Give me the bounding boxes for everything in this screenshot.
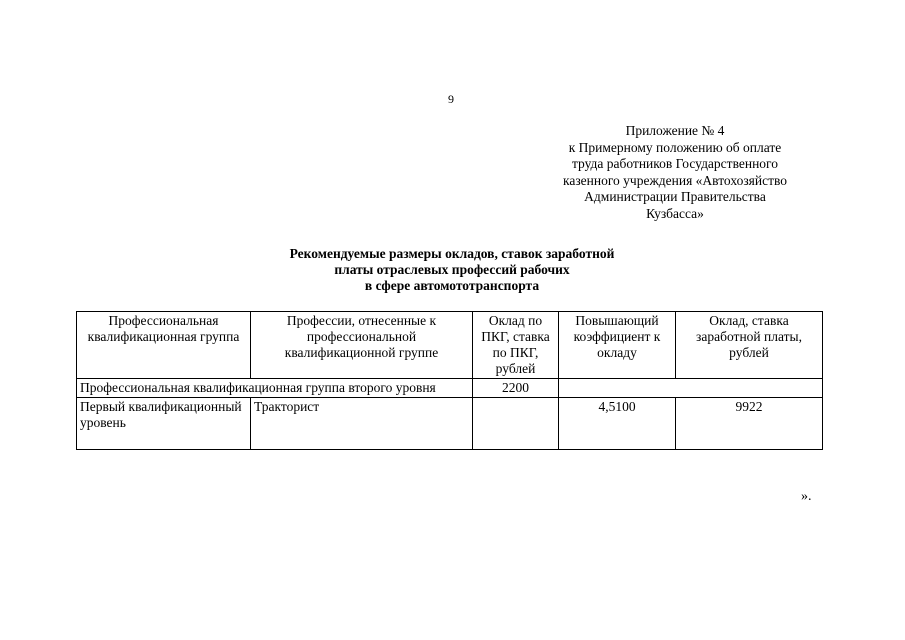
- row-base-salary: [473, 398, 559, 450]
- header-professions: Профессии, отнесенные к профессиональной квалификационной группе: [251, 312, 473, 379]
- row-salary: 9922: [676, 398, 823, 450]
- row-profession: Тракторист: [251, 398, 473, 450]
- appendix-line: к Примерному положению об оплате: [568, 139, 782, 155]
- appendix-line: Приложение № 4: [625, 123, 725, 138]
- appendix-header: [536, 123, 814, 222]
- header-qualification-group: Профессиональная квалификационная группа: [77, 312, 251, 379]
- row-coefficient: 4,5100: [559, 398, 676, 450]
- appendix-line: казенного учреждения «Автохозяйство: [562, 172, 788, 188]
- table-header-row: [77, 312, 823, 379]
- appendix-line: Кузбасса»: [646, 205, 704, 221]
- group-label: Профессиональная квалификационная группа второго уровня: [77, 379, 473, 398]
- table-row-group: [77, 379, 823, 398]
- appendix-line: труда работников Государственного: [571, 156, 779, 171]
- group-base-salary: 2200: [473, 379, 559, 398]
- title-line: в сфере автомототранспорта: [364, 278, 540, 293]
- header-salary: Оклад, ставка заработной платы, рублей: [676, 312, 823, 379]
- header-base-salary: Оклад по ПКГ, ставка по ПКГ, рублей: [473, 312, 559, 379]
- page-number: 9: [448, 92, 454, 106]
- document-title: [258, 246, 646, 294]
- header-coefficient: Повышающий коэффициент к окладу: [559, 312, 676, 379]
- row-level: Первый квалификационный уровень: [77, 398, 251, 450]
- appendix-line: Администрации Правительства: [584, 189, 766, 204]
- salary-table: [76, 311, 823, 450]
- closing-quote-mark: ».: [801, 489, 812, 504]
- title-line: платы отраслевых профессий рабочих: [334, 262, 570, 277]
- group-empty-cell: [559, 379, 823, 398]
- table-row: [77, 398, 823, 450]
- title-line: Рекомендуемые размеры окладов, ставок заработной: [289, 246, 615, 261]
